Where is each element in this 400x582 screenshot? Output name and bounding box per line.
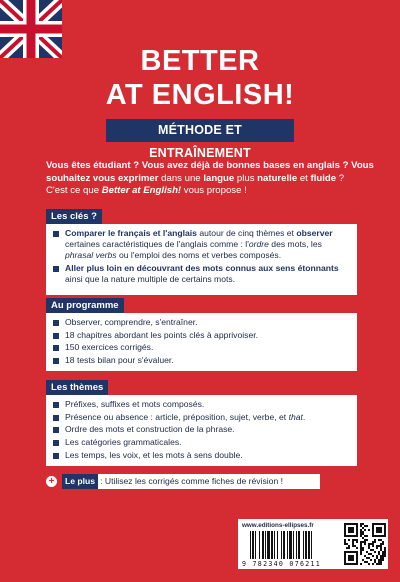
bullet-icon [53,345,59,351]
themes-item-1: Préfixes, suffixes et mots composés. [65,399,205,409]
publisher-website: www.editions-ellipses.fr [242,522,314,529]
plus-icon: + [46,476,57,487]
subtitle-banner: MÉTHODE ET ENTRAÎNEMENT [106,119,294,142]
cles-item2-bold1: Aller plus loin en découvrant des mots connus aux sens étonnants [65,263,339,274]
intro-line-1: Vous êtes étudiant ? Vous avez déjà de bonnes bases en anglais ? Vous [46,160,374,171]
intro-line-2d: plus [234,172,258,184]
programme-item-3: 150 exercices corrigés. [65,342,154,353]
cles-item1-text4: ou l'emploi des noms et verbes composés. [116,250,282,261]
plus-tag: Le plus [62,474,98,489]
bullet-icon [53,415,59,421]
list-item [52,330,351,341]
themes-item-2b: that [288,411,303,422]
intro-line-3a: C'est ce que [46,185,102,196]
themes-item-4: Les catégories grammaticales. [65,437,182,448]
themes-item-2a: Présence ou absence : article, préposition, sujet, verbe, et [65,411,289,422]
list-item [52,412,351,423]
bullet-icon [53,231,59,237]
list-item [52,317,351,328]
section-label-themes: Les thèmes [46,380,108,395]
cles-item1-text1: autour de cinq thèmes et [196,228,297,238]
list-item [52,228,351,262]
bullet-icon [53,358,59,364]
panel-themes [46,395,357,466]
cles-item1-text3: des mots, les [268,239,322,250]
cles-item1-text2: certaines caractéristiques de l'anglais comme : l' [65,239,249,250]
bullet-icon [53,440,59,446]
bullet-icon [53,453,59,459]
themes-item-5: Les temps, les voix, et les mots à sens double. [65,449,243,460]
intro-line-2b: dans une [158,172,204,184]
bullet-icon [53,402,59,408]
section-label-cles: Les clés ? [46,209,102,224]
intro-line-2e: naturelle [257,172,298,184]
intro-line-2c: langue [203,172,235,184]
plus-box [62,474,320,489]
list-item [52,263,351,285]
list-item [52,355,351,366]
intro-line-2a: souhaitez vous exprimer [46,172,159,184]
barcode-icon [250,531,336,559]
cles-item1-italic1: ordre [248,239,269,250]
cles-item1-bold1: Comparer le français et l'anglais [65,228,197,238]
bullet-icon [53,266,59,272]
intro-line-2f: et [297,172,311,184]
list-item [52,424,351,435]
cles-item1-bold2: observer [296,228,333,238]
plus-text: : Utilisez les corrigés comme fiches de révision ! [100,476,284,486]
section-label-programme: Au programme [46,298,124,313]
cles-item1-italic2: phrasal verbs [65,250,117,261]
panel-cles [46,224,357,295]
book-title [0,44,400,112]
title-line-2: AT ENGLISH! [105,79,295,111]
intro-line-2h: ? [336,172,345,184]
title-line-1: BETTER [140,45,260,77]
bullet-icon [53,333,59,339]
themes-item-2c: . [302,411,306,422]
list-item [52,399,351,410]
list-item [52,437,351,448]
plus-note [46,474,366,489]
isbn-number: 9 782340 076211 [242,560,322,568]
intro-line-2g: fluide [310,172,337,184]
panel-programme [46,313,357,371]
themes-item-3: Ordre des mots et construction de la phrase. [65,424,235,435]
intro-line-3c: vous propose ! [181,185,247,196]
cles-item2-text1: ainsi que la nature multiple de certains mots. [65,274,236,285]
intro-line-3b: Better at English! [101,185,182,196]
programme-item-2: 18 chapitres abordant les points clés à apprivoiser. [65,329,258,340]
list-item [52,342,351,353]
programme-item-1: Observer, comprendre, s'entraîner. [65,317,198,327]
barcode-block [238,519,388,569]
qr-code-icon [344,522,386,566]
programme-item-4: 18 tests bilan pour s'évaluer. [65,355,174,366]
bullet-icon [53,320,59,326]
list-item [52,450,351,461]
bullet-icon [53,427,59,433]
intro-paragraph [46,160,386,198]
